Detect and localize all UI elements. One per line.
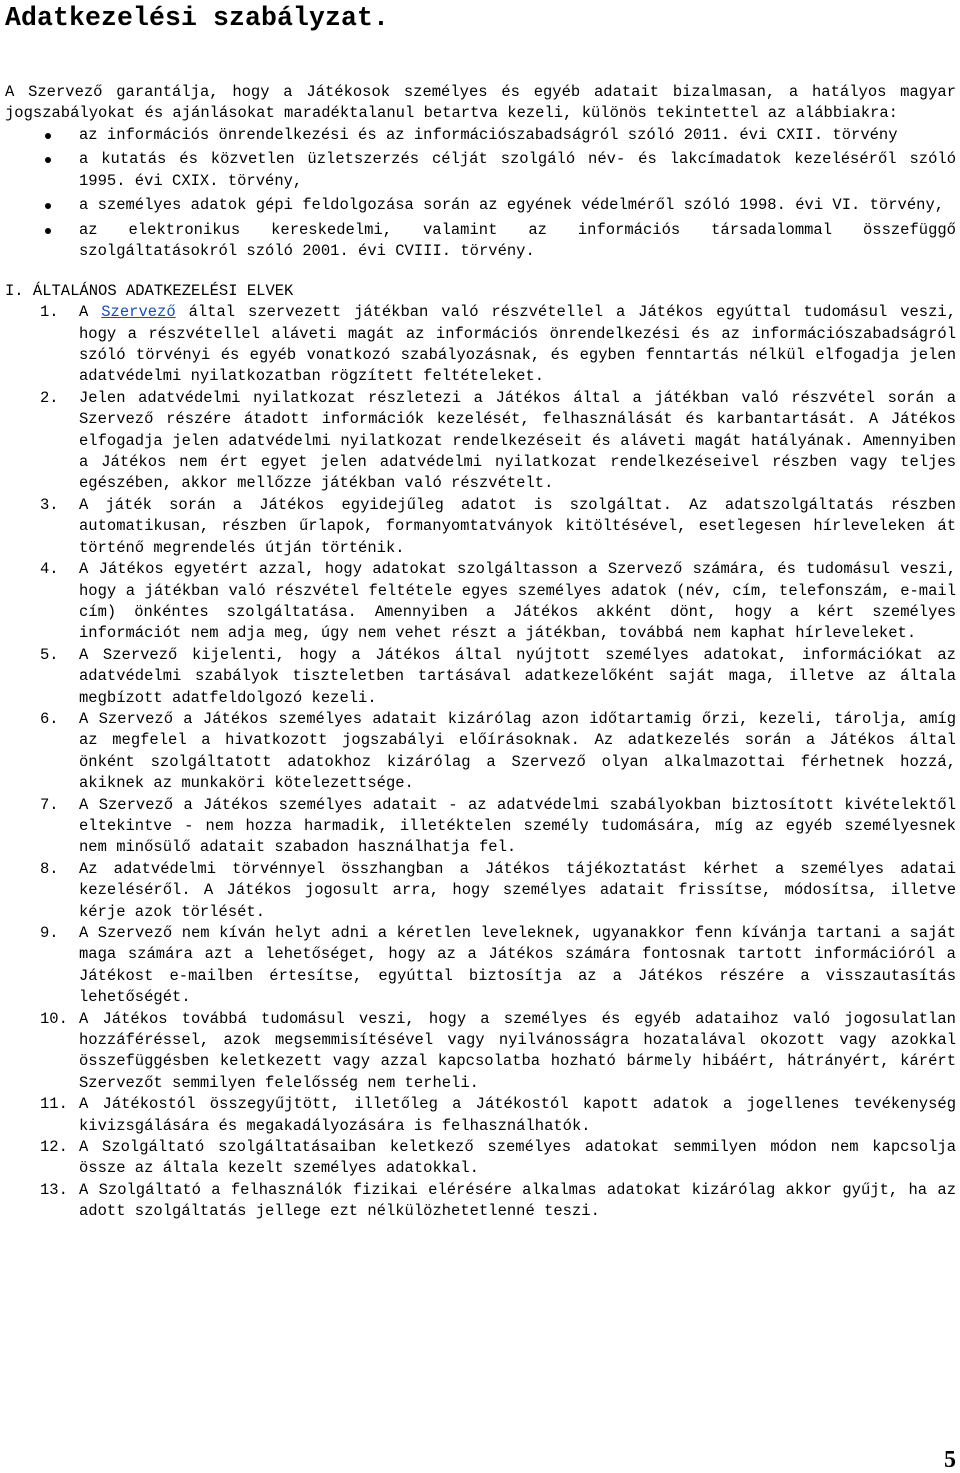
item-text: A Szervező a Játékos személyes adatait - az adatvédelmi szabályokban biztosított kivételektől eltekintve - nem hozza harmadik, illetéktelen személy tudomására, míg az egyéb személyesnek nem minősülő adatait szabadon használhatja fel. — [79, 795, 956, 857]
item-text: által szervezett játékban való részvétellel a Játékos egyúttal tudomásul veszi, hogy a részvétellel aláveti magát az információs önrendelkezési és az információszabadságról szóló törvényi és egyéb vonatkozó szabályozásnak, és egyben fenntartás nélkül elfogadja jelen adatvédelmi nyilatkozatban rögzített feltételeket. — [79, 303, 956, 386]
item-text: A Játékos továbbá tudomásul veszi, hogy a személyes és egyéb adataihoz való jogosulatlan hozzáféréssel, azok megsemmisítésével vagy nyilvánosságra hozatalával okozott vagy azokkal összefüggésben keletkezett vagy azzal kapcsolatba hozható bármely hibáért, hátrányért, kárért Szervezőt semmilyen felelősség nem terheli. — [79, 1009, 956, 1092]
document-title: Adatkezelési szabályzat. — [5, 3, 390, 33]
item-text: A Szervező kijelenti, hogy a Játékos által nyújtott személyes adatokat, információkat az adatvédelmi szabályok tiszteletben tartásával adatkezelőként saját maga, illetve az általa megbízott adatfeldolgozó kezeli. — [79, 645, 956, 707]
item-text: A játék során a Játékos egyidejűleg adatot is szolgáltat. Az adatszolgáltatás részben automatikusan, részben űrlapok, formanyomtatványok kitöltésével, esetlegesen hírleveleken át történő megrendelés útján történik. — [79, 495, 956, 557]
item-number: 3. — [40, 495, 59, 514]
item-number: 5. — [40, 645, 59, 664]
item-number: 10. — [40, 1009, 68, 1028]
item-text: Az adatvédelmi törvénnyel összhangban a Játékos tájékoztatást kérhet a személyes adatai kezeléséről. A Játékos jogosult arra, hogy személyes adatait frissítse, módosítsa, illetve kérje azok törlését. — [79, 859, 956, 921]
item-text-prefix: A — [79, 303, 102, 322]
szervezo-link[interactable]: Szervező — [101, 303, 176, 322]
list-item — [5, 795, 956, 859]
item-text: A Játékostól összegyűjtött, illetőleg a Játékostól kapott adatok a jogellenes tevékenység kivizsgálására és megakadályozására is felhasználhatók. — [79, 1095, 956, 1135]
list-item — [5, 495, 956, 559]
item-number: 13. — [40, 1180, 68, 1199]
intro-paragraph: A Szervező garantálja, hogy a Játékosok személyes és egyéb adatait bizalmasan, a hatályos magyar jogszabályokat és ajánlásokat maradéktalanul betartva kezeli, különös tekintettel az alábbiakra: — [5, 83, 956, 123]
item-text: A Szolgáltató szolgáltatásaiban keletkező személyes adatokat semmilyen módon nem kapcsolja össze az általa kezelt személyes adatokkal. — [79, 1138, 956, 1178]
list-item — [5, 859, 956, 923]
item-number: 11. — [40, 1095, 68, 1114]
list-item — [5, 645, 956, 709]
item-text: A Szervező nem kíván helyt adni a kéretlen leveleknek, ugyanakkor fenn kívánja tartani a saját maga számára azt a lehetőséget, hogy az a Játékos számára fontosnak tartott információról a Játékost e-mailben értesítse, egyúttal biztosítja az a Játékos részére a visszautasítás lehetőségét. — [79, 924, 956, 1007]
law-item: az elektronikus kereskedelmi, valamint az információs társadalommal összefüggő szolgáltatásokról szóló 2001. évi CVIII. törvény. — [5, 220, 956, 263]
item-number: 1. — [40, 303, 59, 322]
list-item — [5, 709, 956, 795]
item-text: A Szolgáltató a felhasználók fizikai elérésére alkalmas adatokat kizárólag akkor gyűjt, ha az adott szolgáltatás jellege ezt nélkülözhetetlenné teszi. — [79, 1180, 956, 1221]
list-item — [5, 388, 956, 495]
list-item — [5, 559, 956, 645]
list-item — [5, 302, 956, 388]
law-list — [5, 125, 956, 263]
page-number: 5 — [944, 1447, 956, 1473]
item-number: 8. — [40, 859, 59, 878]
item-text: A Játékos egyetért azzal, hogy adatokat szolgáltasson a Szervező számára, és tudomásul veszi, hogy a játékban való részvétel feltétele egyes személyes adatok (név, cím, telefonszám, e-mail cím) önkéntes szolgáltatása. Amennyiben a Játékos akként dönt, hogy a kért személyes információt nem adja meg, úgy nem vehet részt a játékban, továbbá nem kaphat hírleveleket. — [79, 560, 956, 643]
law-item: a személyes adatok gépi feldolgozása során az egyének védelméről szóló 1998. évi VI. törvény, — [5, 195, 956, 216]
item-number: 12. — [40, 1138, 68, 1157]
item-text: Jelen adatvédelmi nyilatkozat részletezi a Játékos által a játékban való részvétel során a Szervező részére átadott információk kezelését, felhasználását és karbantartását. A Játékos elfogadja jelen adatvédelmi nyilatkozat rendelkezéseit és aláveti magát hatályának. Amennyiben a Játékos nem ért egyet jelen adatvédelmi nyilatkozat rendelkezéseivel részben vagy teljes egészében, akkor mellőzze játékban való részvételt. — [79, 388, 956, 493]
list-item — [5, 1137, 956, 1180]
section-title: I. ÁLTALÁNOS ADATKEZELÉSI ELVEK — [5, 281, 294, 300]
list-item — [5, 1094, 956, 1137]
law-item: az információs önrendelkezési és az információszabadságról szóló 2011. évi CXII. törvény — [5, 125, 956, 146]
list-item — [5, 923, 956, 1009]
item-number: 2. — [40, 388, 59, 407]
item-number: 7. — [40, 795, 59, 814]
list-item — [5, 1009, 956, 1095]
item-text: A Szervező a Játékos személyes adatait kizárólag azon időtartamig őrzi, kezeli, tárolja, amíg az megfelel a hivatkozott jogszabályi előírásoknak. Az adatkezelés során a Játékos által önként szolgáltatott adatokhoz kizárólag a Szervező olyan alkalmazottai férhetnek hozzá, akiknek az munkaköri kötelezettsége. — [79, 709, 956, 793]
law-item: a kutatás és közvetlen üzletszerzés célját szolgáló név- és lakcímadatok kezeléséről szóló 1995. évi CXIX. törvény, — [5, 149, 956, 192]
document — [5, 0, 956, 1223]
list-item — [5, 1180, 956, 1223]
principles-list — [5, 302, 956, 1222]
item-number: 4. — [40, 560, 59, 579]
item-number: 9. — [40, 924, 59, 942]
item-number: 6. — [40, 709, 59, 728]
